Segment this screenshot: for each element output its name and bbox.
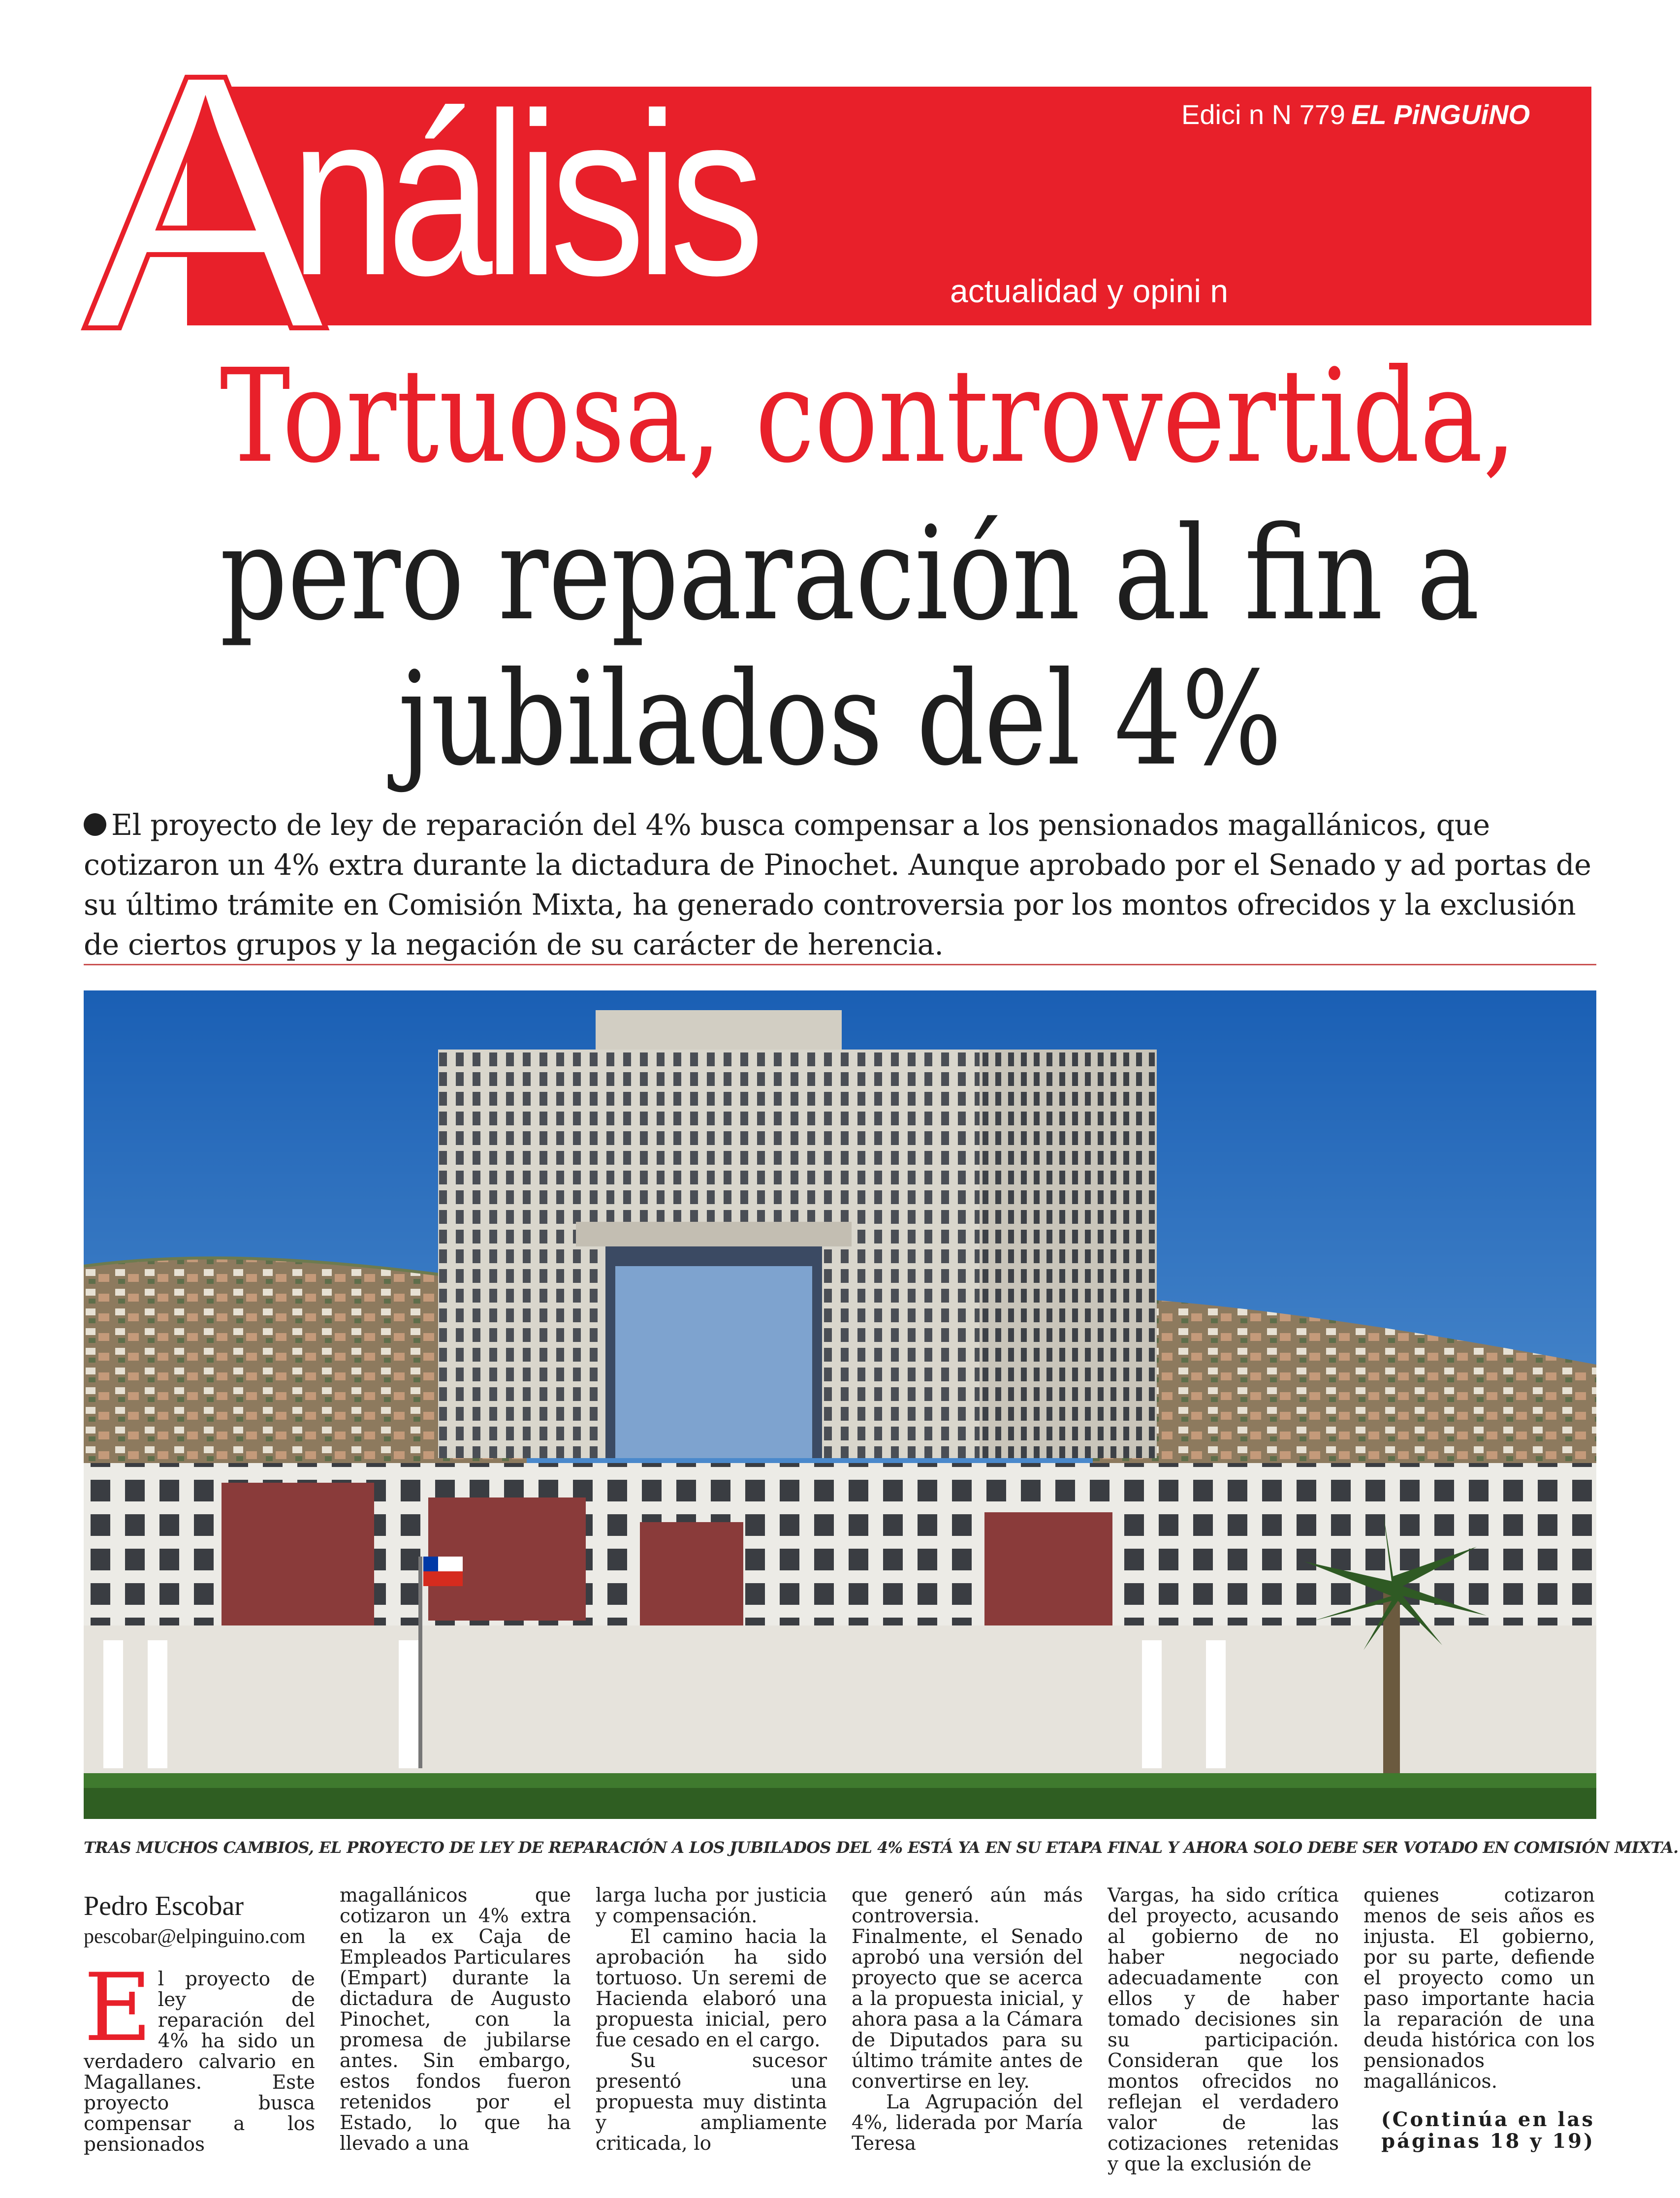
body-column-4 bbox=[852, 1885, 1083, 2154]
bullet-icon bbox=[84, 813, 106, 836]
masthead-big-letter: A bbox=[84, 0, 322, 405]
body-text: larga lucha por justicia y compensación. bbox=[596, 1884, 827, 1927]
body-text: l proyecto de ley de reparación del 4% ha sido un verdadero calvario en Magallanes. Este proyecto busca compensar a los pensionados bbox=[84, 1968, 315, 2156]
headline-line-1: Tortuosa, controvertida, bbox=[220, 341, 1517, 491]
body-text: magallánicos que cotizaron un 4% extra en la ex Caja de Empleados Particulares (Empart) durante la dictadura de Augusto Pinochet, con la promesa de jubilarse antes. Sin embargo, estos fondos fueron retenidos por el Estado, lo que ha llevado a una bbox=[340, 1884, 571, 2155]
lead-text: El proyecto de ley de reparación del 4% busca compensar a los pensionados magallánicos, que cotizaron un 4% extra durante la dictadura de Pinochet. Aunque aprobado por el Senado y ad portas de su último trámite en Comisión Mixta, ha generado controversia por los montos ofrecidos y la exclusión de ciertos grupos y la negación de su carácter de herencia. bbox=[84, 808, 1591, 961]
edition-label bbox=[1181, 98, 1530, 130]
body-text: El camino hacia la aprobación ha sido tortuoso. Un seremi de Hacienda elaboró una propuesta inicial, pero fue cesado en el cargo. bbox=[596, 1926, 827, 2051]
masthead-title: nálisis bbox=[290, 65, 756, 323]
author-email: pescobar@elpinguino.com bbox=[84, 1925, 306, 1948]
masthead-tagline: actualidad y opini n bbox=[950, 273, 1229, 309]
body-column-2 bbox=[340, 1885, 571, 2154]
divider-rule bbox=[84, 964, 1596, 965]
headline-line-3: jubilados del 4% bbox=[398, 644, 1282, 794]
body-text: que generó aún más controversia. Finalmente, el Senado aprobó una versión del proyecto que se acerca a la propuesta inicial, y ahora pasa a la Cámara de Diputados para su último trámite antes de convertirse en ley. bbox=[852, 1884, 1083, 2093]
brand-logo: EL PiNGUiNO bbox=[1351, 99, 1530, 130]
continued-note: (Continúa en las páginas 18 y 19) bbox=[1381, 2108, 1595, 2153]
drop-cap: E bbox=[84, 1953, 152, 2062]
body-text: quienes cotizaron menos de seis años es injusta. El gobierno, por su parte, defiende el proyecto como un paso importante hacia la reparación de una deuda histórica con los pensionados magallánicos. bbox=[1363, 1884, 1595, 2093]
headline-line-2: pero reparación al fin a bbox=[220, 499, 1480, 649]
author-name: Pedro Escobar bbox=[84, 1891, 244, 1921]
flagpole bbox=[418, 1557, 422, 1768]
body-text: Vargas, ha sido crítica del proyecto, acusando al gobierno de no haber negociado adecuadamente con ellos y de haber tomado decisiones sin su participación. Consideran que los montos ofrecidos no reflejan el verdadero valor de las cotizaciones retenidas y que la exclusión de bbox=[1108, 1884, 1339, 2175]
body-text: La Agrupación del 4%, liderada por María Teresa bbox=[852, 2091, 1083, 2155]
edition-number: Edici n N 779 bbox=[1181, 99, 1346, 130]
tower-top bbox=[596, 1010, 842, 1050]
congress-building-photo bbox=[84, 990, 1596, 1819]
tower-side bbox=[980, 1050, 1157, 1458]
tower-arch-frame bbox=[576, 1222, 852, 1246]
body-column-3 bbox=[596, 1885, 827, 2154]
body-column-6 bbox=[1363, 1885, 1595, 2152]
body-column-5 bbox=[1108, 1885, 1339, 2175]
lead-paragraph bbox=[84, 805, 1596, 964]
body-column-1 bbox=[84, 1953, 315, 2156]
body-text: Su sucesor presentó una propuesta muy distinta y ampliamente criticada, lo bbox=[596, 2050, 827, 2155]
photo-caption: TRAS MUCHOS CAMBIOS, EL PROYECTO DE LEY DE REPARACIÓN A LOS JUBILADOS DEL 4% ESTÁ YA EN SU ETAPA FINAL Y AHORA SOLO DEBE SER VOTADO EN COMISIÓN MIXTA. bbox=[84, 1838, 1679, 1857]
